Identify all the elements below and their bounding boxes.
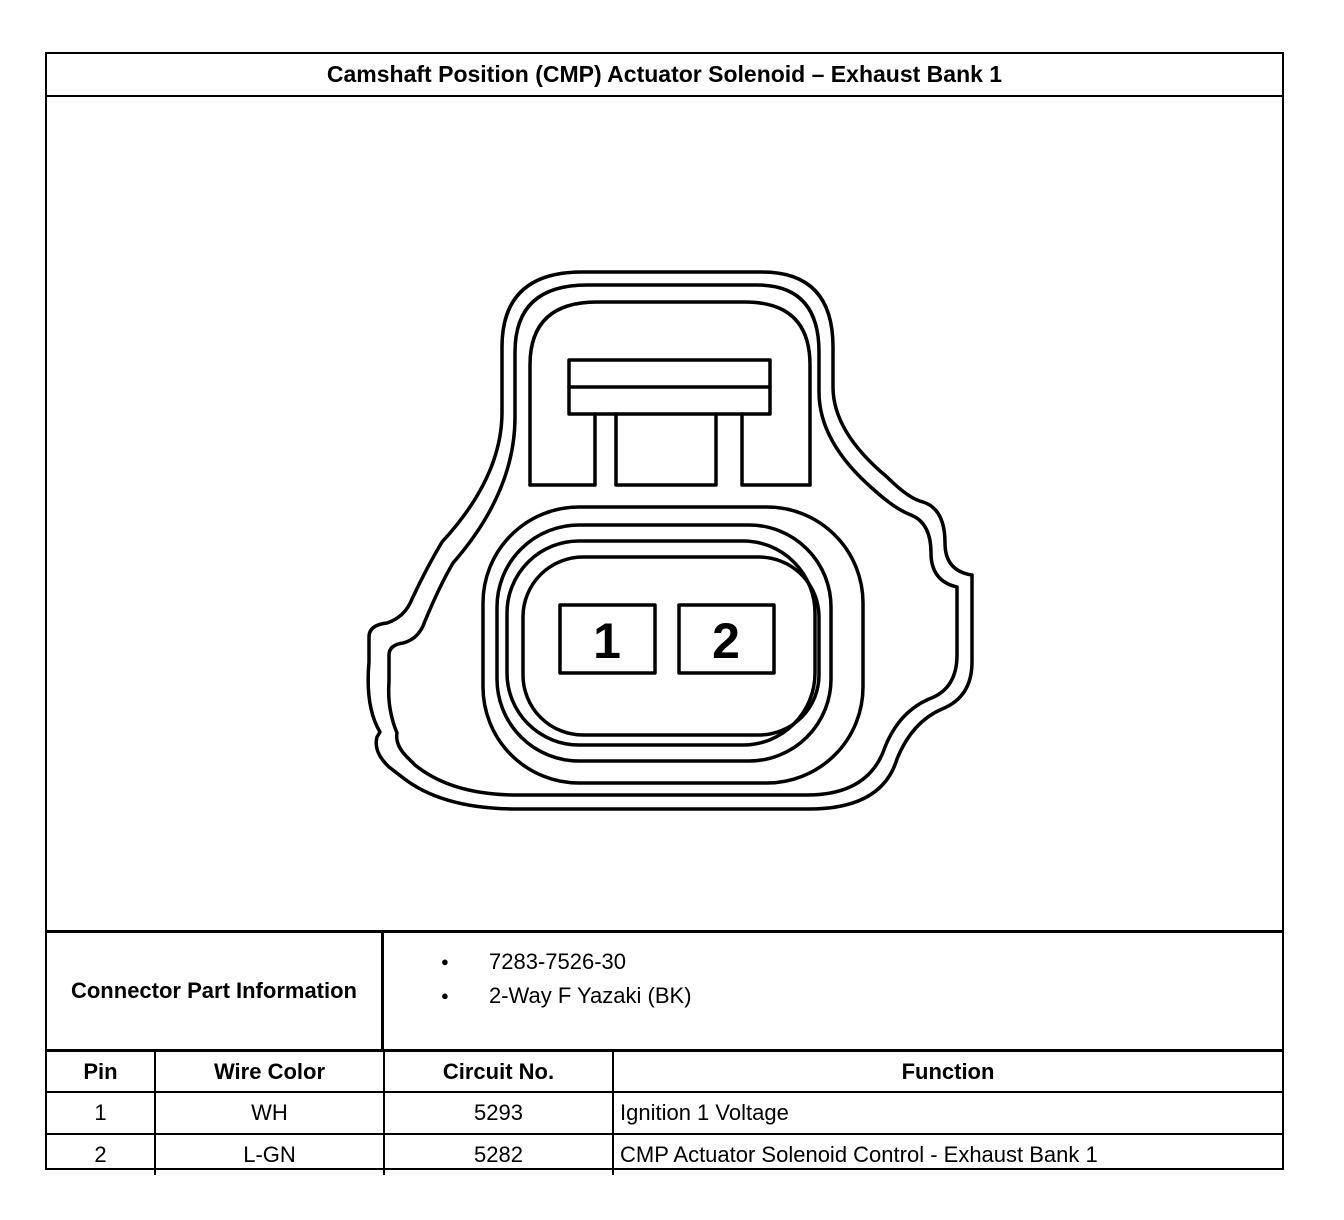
connector-face-diagram: [47, 97, 1282, 930]
pinout-table: [47, 1049, 1282, 1175]
connector-part-info-label: Connector Part Information: [47, 933, 384, 1049]
function-header: Function: [613, 1051, 1282, 1093]
pin-cell: 2: [47, 1134, 155, 1175]
table-row: [47, 1092, 1282, 1134]
wire-color-cell: WH: [155, 1092, 384, 1134]
cavity-2-label: 2: [712, 613, 740, 669]
page-title: Camshaft Position (CMP) Actuator Solenoid – Exhaust Bank 1: [47, 54, 1282, 97]
wire-color-cell: L-GN: [155, 1134, 384, 1175]
connector-part-info: [47, 930, 1282, 1049]
function-cell: Ignition 1 Voltage: [613, 1092, 1282, 1134]
wire-color-header: Wire Color: [155, 1051, 384, 1093]
circuit-number-cell: 5282: [384, 1134, 613, 1175]
mating-face-ring-3: [507, 541, 815, 745]
table-row: [47, 1134, 1282, 1175]
latch-right-leg: [742, 414, 810, 485]
connector-part-info-list: [441, 945, 692, 1013]
connector-face-view: [47, 97, 1282, 930]
pin-cell: 1: [47, 1092, 155, 1134]
function-cell: CMP Actuator Solenoid Control - Exhaust Bank 1: [613, 1134, 1282, 1175]
latch-arch: [530, 302, 810, 485]
cavity-1-label: 1: [593, 613, 621, 669]
table-header-row: [47, 1051, 1282, 1093]
pin-header: Pin: [47, 1051, 155, 1093]
connector-type-item: ● 2-Way F Yazaki (BK): [441, 979, 692, 1013]
circuit-number-header: Circuit No.: [384, 1051, 613, 1093]
circuit-number-cell: 5293: [384, 1092, 613, 1134]
connector-sheet: [45, 52, 1284, 1170]
part-number-item: ● 7283-7526-30: [441, 945, 692, 979]
latch-center-leg: [616, 414, 716, 485]
latch-left-leg: [530, 414, 595, 485]
